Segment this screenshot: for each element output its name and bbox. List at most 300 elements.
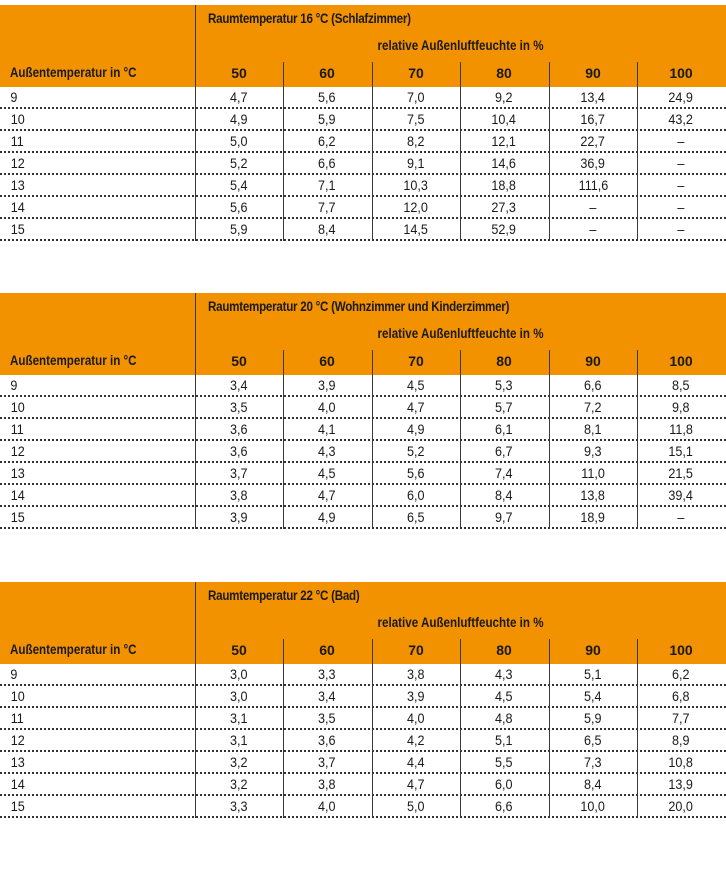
- column-divider: [549, 62, 550, 241]
- table-row: [0, 664, 726, 686]
- column-header-humidity: 90: [585, 65, 601, 81]
- value-text: 9,2: [495, 89, 513, 105]
- value-text: 7,7: [672, 710, 690, 726]
- value-cell: [637, 732, 725, 748]
- value-text: 4,9: [230, 111, 248, 127]
- table-row: [0, 219, 726, 241]
- value-cell: [460, 111, 548, 127]
- outdoor-temp-value: 12: [10, 155, 25, 171]
- value-text: 9,8: [672, 399, 690, 415]
- value-text: –: [589, 221, 597, 237]
- table-row: [0, 175, 726, 197]
- column-header-humidity: 70: [408, 65, 424, 81]
- column-header-humidity: 100: [669, 353, 693, 369]
- table-row: [0, 463, 726, 485]
- value-text: 7,3: [584, 754, 602, 770]
- value-text: 4,3: [318, 443, 336, 459]
- value-cell: [549, 421, 637, 437]
- value-cell: [372, 221, 460, 237]
- table-row: [0, 197, 726, 219]
- value-text: 3,7: [230, 465, 248, 481]
- value-cell: [637, 666, 725, 682]
- value-cell: [637, 133, 725, 149]
- value-text: –: [677, 177, 685, 193]
- outdoor-temp-value: 9: [10, 377, 18, 393]
- value-text: 22,7: [580, 133, 606, 149]
- value-text: 18,9: [580, 509, 606, 525]
- table-title: Raumtemperatur 16 °C (Schlafzimmer): [208, 11, 411, 26]
- column-divider: [195, 293, 196, 529]
- value-cell: [549, 688, 637, 704]
- value-text: 11,8: [669, 421, 693, 437]
- value-cell: [195, 221, 283, 237]
- value-text: 8,9: [672, 732, 690, 748]
- value-text: 4,9: [318, 509, 336, 525]
- value-text: 4,4: [407, 754, 425, 770]
- value-cell: [637, 754, 725, 770]
- value-cell: [637, 155, 725, 171]
- outdoor-temp-value: 15: [10, 221, 25, 237]
- value-text: 3,7: [318, 754, 336, 770]
- value-cell: [372, 199, 460, 215]
- value-text: 5,2: [407, 443, 425, 459]
- value-text: 4,5: [495, 688, 513, 704]
- value-text: 3,0: [230, 688, 248, 704]
- value-cell: [637, 798, 725, 814]
- value-text: 11,0: [581, 465, 605, 481]
- value-cell: [637, 509, 725, 525]
- value-cell: [637, 221, 725, 237]
- value-cell: [283, 399, 371, 415]
- outdoor-temp-cell: [10, 133, 25, 149]
- value-cell: [460, 666, 548, 682]
- value-cell: [460, 776, 548, 792]
- value-text: 13,9: [668, 776, 694, 792]
- value-cell: [195, 776, 283, 792]
- outdoor-temp-cell: [10, 399, 26, 415]
- outdoor-temp-cell: [10, 155, 26, 171]
- column-header-humidity: 80: [496, 642, 512, 658]
- outdoor-temp-value: 14: [10, 199, 25, 215]
- value-text: 3,5: [318, 710, 336, 726]
- value-cell: [283, 710, 371, 726]
- value-cell: [460, 133, 548, 149]
- outdoor-temp-value: 13: [10, 465, 25, 481]
- value-cell: [637, 421, 725, 437]
- column-divider: [460, 639, 461, 818]
- value-cell: [549, 399, 637, 415]
- value-cell: [460, 754, 548, 770]
- value-text: 52,9: [491, 221, 517, 237]
- value-text: 7,2: [584, 399, 602, 415]
- value-text: 9,1: [407, 155, 425, 171]
- value-cell: [549, 133, 637, 149]
- value-text: 4,7: [407, 399, 425, 415]
- value-cell: [549, 465, 637, 481]
- column-header-humidity: 100: [669, 65, 693, 81]
- value-cell: [549, 221, 637, 237]
- value-text: 3,1: [230, 732, 248, 748]
- outdoor-temp-value: 15: [10, 798, 25, 814]
- value-text: 7,7: [318, 199, 336, 215]
- value-cell: [195, 155, 283, 171]
- value-cell: [637, 465, 725, 481]
- value-text: 14,6: [491, 155, 517, 171]
- value-cell: [195, 443, 283, 459]
- value-text: 3,8: [230, 487, 248, 503]
- value-cell: [460, 509, 548, 525]
- value-text: 18,8: [491, 177, 517, 193]
- column-header-humidity: 90: [585, 353, 601, 369]
- value-text: 4,5: [407, 377, 425, 393]
- value-text: 21,5: [668, 465, 694, 481]
- value-text: 13,8: [580, 487, 606, 503]
- outdoor-temp-cell: [10, 111, 26, 127]
- value-cell: [460, 89, 548, 105]
- value-cell: [460, 732, 548, 748]
- value-cell: [283, 487, 371, 503]
- table-title: Raumtemperatur 22 °C (Bad): [208, 588, 360, 603]
- humidity-label-text: relative Außenluftfeuchte in %: [377, 615, 544, 630]
- value-text: 3,3: [318, 666, 336, 682]
- value-text: –: [677, 509, 685, 525]
- value-text: 3,2: [230, 776, 248, 792]
- value-text: 10,0: [580, 798, 606, 814]
- value-text: 5,9: [584, 710, 602, 726]
- outdoor-temp-cell: [10, 798, 26, 814]
- column-divider: [637, 639, 638, 818]
- value-text: 3,6: [318, 732, 336, 748]
- value-text: 8,4: [318, 221, 336, 237]
- value-cell: [372, 465, 460, 481]
- value-text: 3,6: [230, 443, 248, 459]
- column-divider: [372, 62, 373, 241]
- value-cell: [549, 487, 637, 503]
- value-cell: [283, 133, 371, 149]
- value-text: 13,4: [580, 89, 606, 105]
- outdoor-temp-value: 9: [10, 89, 18, 105]
- value-cell: [549, 509, 637, 525]
- value-cell: [460, 399, 548, 415]
- column-divider: [195, 582, 196, 818]
- value-text: –: [677, 133, 685, 149]
- column-header-humidity: 80: [496, 353, 512, 369]
- value-text: 5,9: [230, 221, 248, 237]
- value-text: 8,4: [584, 776, 602, 792]
- column-header-humidity: 80: [496, 65, 512, 81]
- table-row: [0, 109, 726, 131]
- value-text: 3,5: [230, 399, 248, 415]
- value-cell: [372, 399, 460, 415]
- table-header: [0, 293, 726, 375]
- value-cell: [372, 377, 460, 393]
- value-text: 10,8: [668, 754, 694, 770]
- column-divider: [460, 350, 461, 529]
- value-cell: [549, 177, 637, 193]
- value-cell: [283, 776, 371, 792]
- value-text: 3,9: [318, 377, 336, 393]
- humidity-label-text: relative Außenluftfeuchte in %: [377, 326, 544, 341]
- value-cell: [195, 177, 283, 193]
- value-cell: [549, 89, 637, 105]
- value-text: 5,7: [495, 399, 513, 415]
- outdoor-temp-cell: [10, 199, 26, 215]
- value-cell: [195, 754, 283, 770]
- outdoor-temp-cell: [10, 421, 25, 437]
- value-text: 4,8: [495, 710, 513, 726]
- value-text: 4,7: [407, 776, 425, 792]
- value-text: 3,1: [230, 710, 248, 726]
- value-text: 4,2: [407, 732, 425, 748]
- value-cell: [372, 133, 460, 149]
- value-cell: [283, 111, 371, 127]
- value-text: 16,7: [580, 111, 606, 127]
- outdoor-temp-value: 12: [10, 443, 25, 459]
- value-text: 6,5: [584, 732, 602, 748]
- value-cell: [637, 177, 725, 193]
- value-text: 7,0: [407, 89, 425, 105]
- outdoor-temp-cell: [10, 666, 18, 682]
- table-header: [0, 582, 726, 664]
- value-cell: [195, 399, 283, 415]
- value-text: 6,6: [318, 155, 336, 171]
- value-text: 6,0: [407, 487, 425, 503]
- value-text: 39,4: [668, 487, 694, 503]
- column-divider: [283, 350, 284, 529]
- value-text: 10,4: [491, 111, 517, 127]
- value-cell: [637, 710, 725, 726]
- value-cell: [549, 155, 637, 171]
- table-row: [0, 730, 726, 752]
- outdoor-temp-value: 14: [10, 487, 25, 503]
- value-cell: [637, 111, 725, 127]
- value-text: 3,6: [230, 421, 248, 437]
- outdoor-temp-cell: [10, 465, 26, 481]
- value-cell: [283, 666, 371, 682]
- value-text: 5,3: [495, 377, 513, 393]
- value-text: 7,4: [495, 465, 513, 481]
- column-divider: [283, 639, 284, 818]
- value-cell: [372, 732, 460, 748]
- column-header-humidity: 50: [231, 65, 247, 81]
- value-text: 10,3: [403, 177, 429, 193]
- value-cell: [637, 377, 725, 393]
- humidity-label: [195, 38, 726, 53]
- value-cell: [195, 89, 283, 105]
- value-text: 8,2: [407, 133, 425, 149]
- value-cell: [195, 377, 283, 393]
- value-cell: [372, 89, 460, 105]
- value-text: 4,5: [318, 465, 336, 481]
- value-text: 6,8: [672, 688, 690, 704]
- value-text: 5,4: [230, 177, 248, 193]
- value-text: –: [677, 155, 685, 171]
- value-cell: [372, 688, 460, 704]
- outdoor-temp-value: 10: [10, 399, 25, 415]
- column-divider: [372, 350, 373, 529]
- outdoor-temp-value: 10: [10, 688, 25, 704]
- column-divider: [637, 62, 638, 241]
- value-text: –: [589, 199, 597, 215]
- outdoor-temp-cell: [10, 89, 18, 105]
- value-text: 6,7: [495, 443, 513, 459]
- value-text: 9,3: [584, 443, 602, 459]
- table-row: [0, 686, 726, 708]
- outdoor-temp-cell: [10, 221, 26, 237]
- value-cell: [372, 421, 460, 437]
- table-row: [0, 708, 726, 730]
- value-text: –: [677, 221, 685, 237]
- outdoor-temp-header: Außentemperatur in °C: [10, 642, 137, 657]
- outdoor-temp-value: 9: [10, 666, 18, 682]
- table-header: [0, 5, 726, 87]
- value-cell: [195, 509, 283, 525]
- outdoor-temp-value: 13: [10, 754, 25, 770]
- value-cell: [372, 776, 460, 792]
- value-cell: [283, 509, 371, 525]
- value-cell: [372, 509, 460, 525]
- value-cell: [195, 710, 283, 726]
- outdoor-temp-cell: [10, 776, 26, 792]
- table-row: [0, 375, 726, 397]
- value-cell: [372, 177, 460, 193]
- value-cell: [195, 487, 283, 503]
- column-header-humidity: 90: [585, 642, 601, 658]
- value-cell: [460, 177, 548, 193]
- value-cell: [283, 443, 371, 459]
- humidity-table-2: [0, 293, 726, 529]
- value-text: 6,2: [318, 133, 336, 149]
- value-text: 4,0: [318, 798, 336, 814]
- outdoor-temp-header: Außentemperatur in °C: [10, 65, 137, 80]
- column-divider: [549, 350, 550, 529]
- value-text: 4,7: [318, 487, 336, 503]
- value-text: 5,9: [318, 111, 336, 127]
- outdoor-temp-value: 11: [10, 421, 24, 437]
- humidity-label: [195, 326, 726, 341]
- value-text: 5,1: [584, 666, 602, 682]
- outdoor-temp-cell: [10, 377, 18, 393]
- value-cell: [460, 377, 548, 393]
- value-text: 3,9: [230, 509, 248, 525]
- table-row: [0, 485, 726, 507]
- value-cell: [549, 776, 637, 792]
- table-title: Raumtemperatur 20 °C (Wohnzimmer und Kinderzimmer): [208, 299, 510, 314]
- outdoor-temp-value: 10: [10, 111, 25, 127]
- value-text: 14,5: [403, 221, 429, 237]
- value-cell: [195, 421, 283, 437]
- value-text: 15,1: [668, 443, 694, 459]
- value-text: 27,3: [491, 199, 517, 215]
- value-cell: [460, 710, 548, 726]
- value-cell: [283, 89, 371, 105]
- value-text: 8,1: [584, 421, 602, 437]
- value-cell: [195, 111, 283, 127]
- value-cell: [637, 487, 725, 503]
- value-text: 43,2: [668, 111, 694, 127]
- outdoor-temp-cell: [10, 487, 26, 503]
- value-text: 12,0: [403, 199, 429, 215]
- value-cell: [549, 710, 637, 726]
- value-cell: [372, 798, 460, 814]
- value-cell: [460, 221, 548, 237]
- value-cell: [549, 798, 637, 814]
- column-header-humidity: 50: [231, 353, 247, 369]
- value-text: 4,0: [407, 710, 425, 726]
- value-cell: [372, 155, 460, 171]
- value-cell: [195, 666, 283, 682]
- value-text: 3,3: [230, 798, 248, 814]
- value-cell: [549, 732, 637, 748]
- value-text: 5,5: [495, 754, 513, 770]
- value-text: 8,4: [495, 487, 513, 503]
- value-text: 4,0: [318, 399, 336, 415]
- value-text: 6,0: [495, 776, 513, 792]
- value-cell: [283, 465, 371, 481]
- value-cell: [637, 199, 725, 215]
- column-divider: [195, 5, 196, 241]
- value-cell: [195, 688, 283, 704]
- value-text: 6,1: [495, 421, 513, 437]
- value-cell: [637, 688, 725, 704]
- value-cell: [460, 465, 548, 481]
- value-text: 6,6: [495, 798, 513, 814]
- table-row: [0, 441, 726, 463]
- value-text: 7,5: [407, 111, 425, 127]
- value-text: 3,4: [230, 377, 248, 393]
- outdoor-temp-cell: [10, 732, 26, 748]
- value-text: 8,5: [672, 377, 690, 393]
- value-text: 5,6: [318, 89, 336, 105]
- outdoor-temp-cell: [10, 710, 25, 726]
- column-divider: [637, 350, 638, 529]
- table-row: [0, 153, 726, 175]
- value-text: 5,0: [407, 798, 425, 814]
- outdoor-temp-value: 11: [10, 133, 24, 149]
- outdoor-temp-value: 15: [10, 509, 25, 525]
- value-cell: [549, 754, 637, 770]
- value-cell: [372, 754, 460, 770]
- value-text: 5,0: [230, 133, 248, 149]
- value-cell: [195, 465, 283, 481]
- value-cell: [549, 111, 637, 127]
- column-header-humidity: 60: [319, 353, 335, 369]
- value-text: 7,1: [318, 177, 336, 193]
- column-divider: [549, 639, 550, 818]
- value-cell: [460, 487, 548, 503]
- value-text: 5,6: [407, 465, 425, 481]
- value-cell: [637, 443, 725, 459]
- value-cell: [460, 199, 548, 215]
- value-cell: [195, 732, 283, 748]
- column-header-humidity: 60: [319, 642, 335, 658]
- outdoor-temp-value: 11: [10, 710, 24, 726]
- value-text: 111,6: [578, 177, 608, 193]
- value-text: 36,9: [580, 155, 606, 171]
- column-header-humidity: 70: [408, 642, 424, 658]
- value-text: 5,4: [584, 688, 602, 704]
- value-cell: [637, 776, 725, 792]
- value-cell: [372, 710, 460, 726]
- value-cell: [460, 421, 548, 437]
- value-text: 3,9: [407, 688, 425, 704]
- value-cell: [372, 666, 460, 682]
- value-text: 5,6: [230, 199, 248, 215]
- value-cell: [549, 443, 637, 459]
- value-cell: [460, 688, 548, 704]
- column-header-humidity: 60: [319, 65, 335, 81]
- value-cell: [372, 487, 460, 503]
